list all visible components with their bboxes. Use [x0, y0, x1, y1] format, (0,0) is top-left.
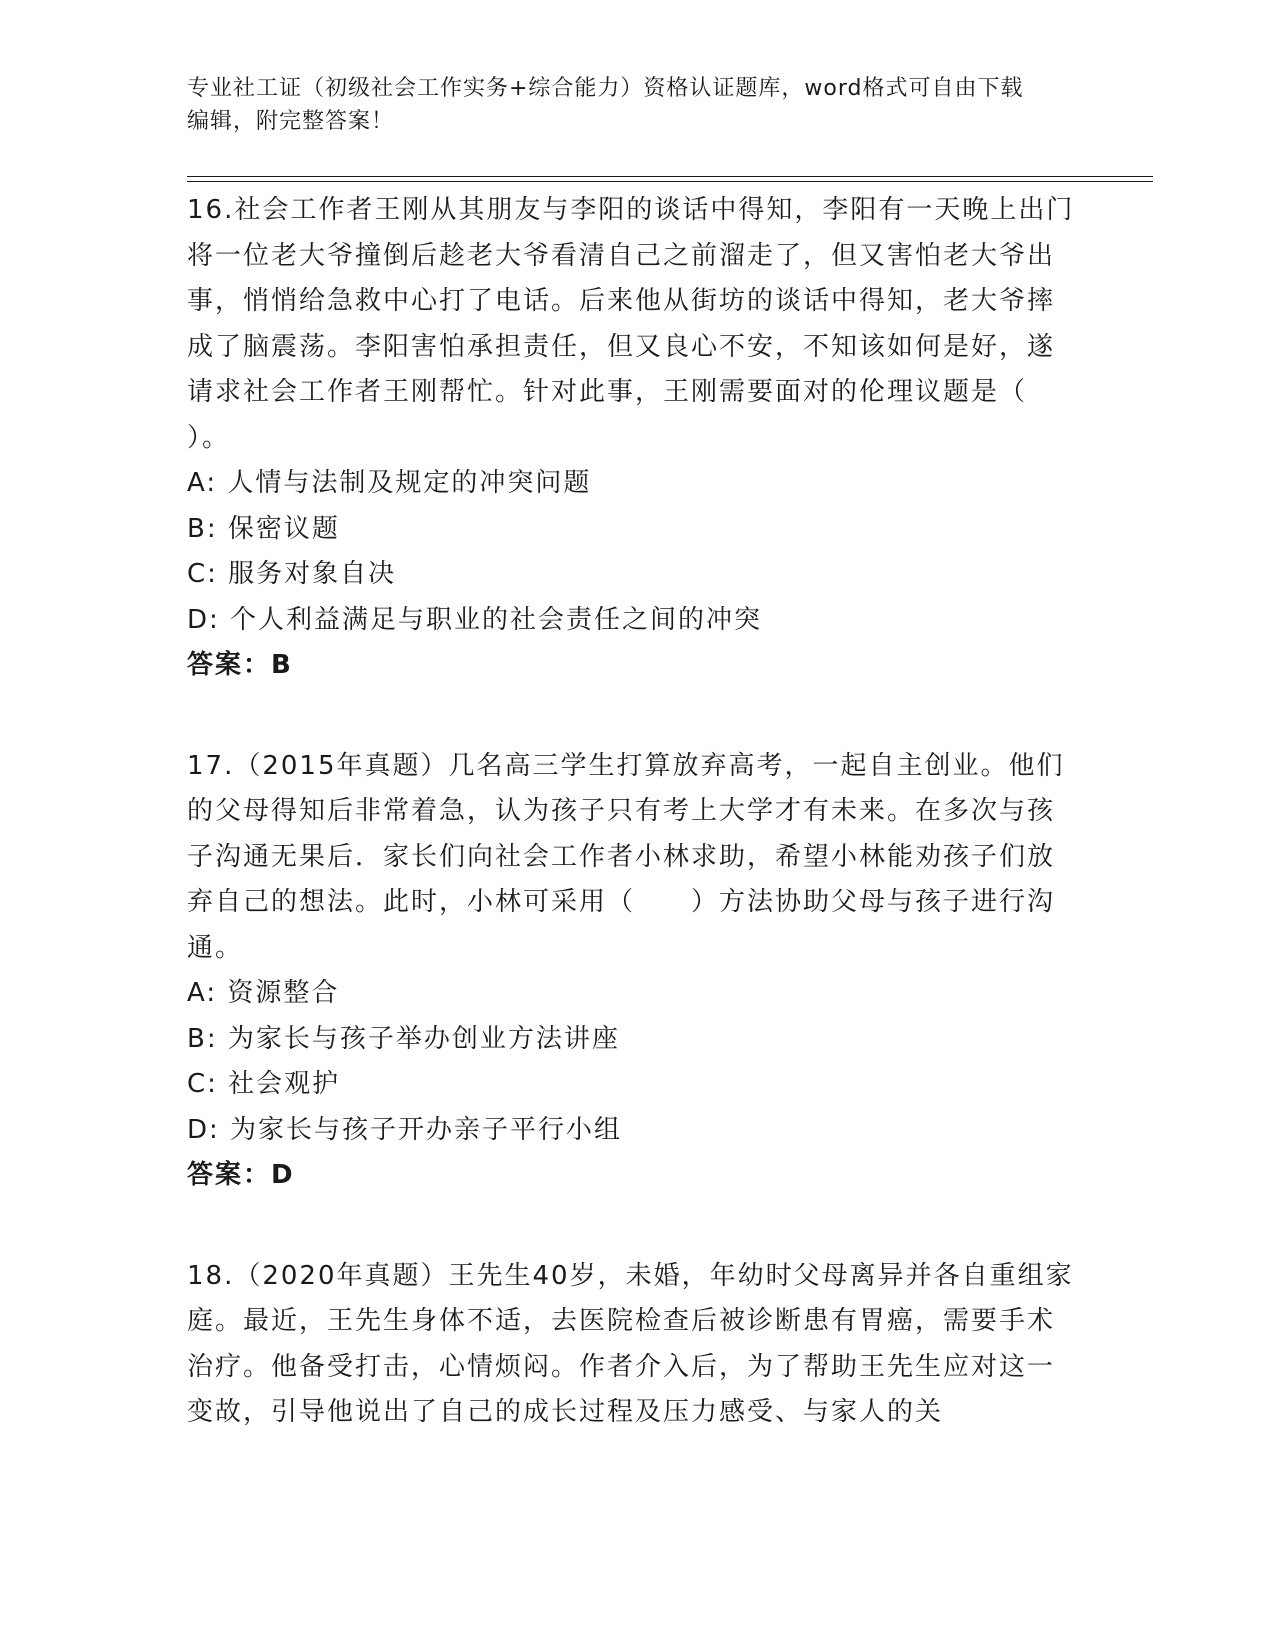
- option-d: D: 为家长与孩子开办亲子平行小组: [187, 1114, 623, 1145]
- header-divider-bottom: [187, 181, 1153, 182]
- question-list: [187, 188, 1077, 1436]
- spacer: [187, 1199, 1077, 1254]
- spacer: [187, 689, 1077, 744]
- answer: 答案：D: [187, 1160, 295, 1190]
- question-stem: 16.社会工作者王刚从其朋友与李阳的谈话中得知，李阳有一天晚上出门将一位老大爷撞倒后趁老大爷看清自己之前溜走了，但又害怕老大爷出事，悄悄给急救中心打了电话。后来他从街坊的谈话中得知，老大爷摔成了脑震荡。李阳害怕承担责任，但又良心不安，不知该如何是好，遂请求社会工作者王刚帮忙。针对此事，王刚需要面对的伦理议题是（ ）。: [187, 195, 1075, 453]
- question-16: [187, 188, 1077, 689]
- question-18: [187, 1254, 1077, 1436]
- option-c: C: 服务对象自决: [187, 559, 397, 589]
- option-d: D: 个人利益满足与职业的社会责任之间的冲突: [187, 604, 763, 635]
- question-stem: 17.（2015年真题）几名高三学生打算放弃高考，一起自主创业。他们的父母得知后非常着急，认为孩子只有考上大学才有未来。在多次与孩子沟通无果后．家长们向社会工作者小林求助，希望小林能劝孩子们放弃自己的想法。此时，小林可采用（ ）方法协助父母与孩子进行沟通。: [187, 750, 1065, 963]
- option-c: C: 社会观护: [187, 1069, 341, 1099]
- option-b: B: 为家长与孩子举办创业方法讲座: [187, 1023, 620, 1054]
- document-header: [187, 72, 1087, 138]
- answer: 答案：B: [187, 650, 293, 680]
- option-b: B: 保密议题: [187, 513, 340, 544]
- option-a: A: 人情与法制及规定的冲突问题: [187, 468, 592, 498]
- question-17: [187, 744, 1077, 1199]
- question-stem: 18.（2020年真题）王先生40岁，未婚，年幼时父母离异并各自重组家庭。最近，王先生身体不适，去医院检查后被诊断患有胃癌，需要手术治疗。他备受打击，心情烦闷。作者介入后，为了帮助王先生应对这一变故，引导他说出了自己的成长过程及压力感受、与家人的关: [187, 1260, 1074, 1427]
- header-divider-top: [187, 176, 1153, 177]
- option-a: A: 资源整合: [187, 978, 340, 1008]
- header-title-line-1: 专业社工证（初级社会工作实务+综合能力）资格认证题库，word格式可自由下载: [187, 76, 1024, 101]
- header-title-line-2: 编辑，附完整答案！: [187, 109, 395, 134]
